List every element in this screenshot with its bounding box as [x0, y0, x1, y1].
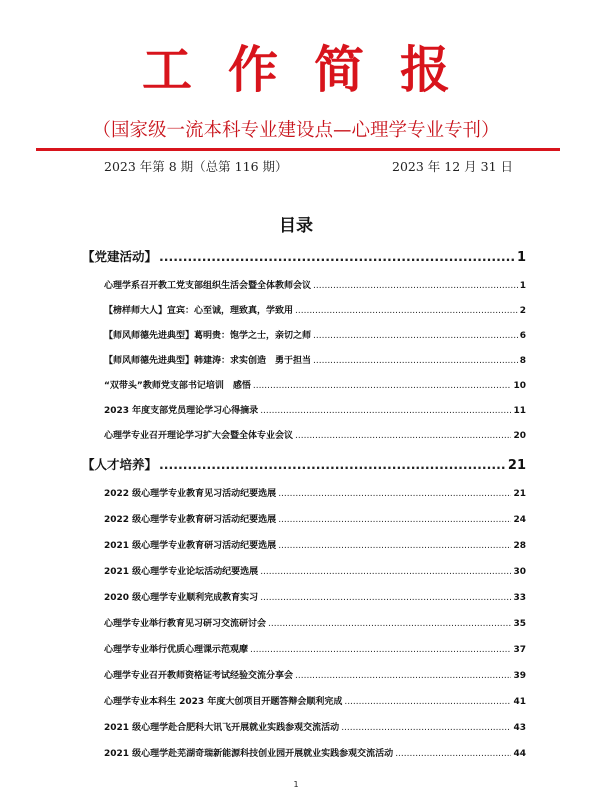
- toc-item[interactable]: [104, 430, 526, 443]
- toc-item-page: 37: [513, 645, 526, 655]
- toc-leader: [278, 514, 511, 527]
- toc-item-label: 2021 级心理学专业教育研习活动纪要选展: [104, 541, 277, 551]
- toc-item-label: 心理学专业召开教师资格证考试经验交流分享会: [104, 671, 294, 681]
- toc-item-label: 2021 级心理学赴芜湖奇瑞新能源科技创业园开展就业实践参观交流活动: [104, 749, 394, 759]
- toc-leader: [344, 696, 511, 709]
- toc-item-label: 2021 级心理学专业论坛活动纪要选展: [104, 567, 259, 577]
- toc-section-talent[interactable]: [82, 456, 526, 475]
- toc-item-label: 2020 级心理学专业顺利完成教育实习: [104, 593, 259, 603]
- masthead-title: 工作简报: [142, 40, 486, 99]
- toc-item-page: 8: [519, 356, 526, 366]
- toc-leader: [260, 566, 511, 579]
- toc-item-page: 41: [513, 697, 526, 707]
- toc-item-label: 【师风师德先进典型】韩建涛：求实创造 勇于担当: [104, 356, 312, 366]
- toc-item-page: 20: [513, 431, 526, 441]
- toc-item-page: 6: [519, 331, 526, 341]
- toc-item[interactable]: [104, 540, 526, 553]
- toc-item-label: 【师风师德先进典型】葛明贵：饱学之士，亲切之师: [104, 331, 312, 341]
- toc-leader: [313, 330, 518, 343]
- toc-leader: [250, 644, 511, 657]
- toc-item[interactable]: [104, 670, 526, 683]
- toc-item-page: 33: [513, 593, 526, 603]
- toc-leader: [295, 305, 518, 318]
- toc-item[interactable]: [104, 618, 526, 631]
- toc-item-label: 心理学系召开教工党支部组织生活会暨全体教师会议: [104, 281, 312, 291]
- toc-item-label: 2023 年度支部党员理论学习心得摘录: [104, 406, 259, 416]
- toc-item-page: 35: [513, 619, 526, 629]
- toc-item[interactable]: [104, 748, 526, 761]
- toc-item-label: 2022 级心理学专业教育研习活动纪要选展: [104, 515, 277, 525]
- toc-item[interactable]: [104, 488, 526, 501]
- toc-leader: [295, 430, 511, 443]
- issue-date: 2023 年 12 月 31 日: [392, 159, 513, 174]
- toc-section-party[interactable]: [82, 248, 526, 267]
- masthead-divider: [36, 148, 560, 151]
- toc-item-label: 心理学专业本科生 2023 年度大创项目开题答辩会顺利完成: [104, 697, 343, 707]
- toc-item-page: 28: [513, 541, 526, 551]
- toc-leader: [278, 488, 511, 501]
- toc-leader: [295, 670, 511, 683]
- toc-leader: [253, 380, 512, 393]
- toc-leader: [278, 540, 511, 553]
- toc-leader: [260, 592, 511, 605]
- toc-item[interactable]: [104, 280, 526, 293]
- toc-item[interactable]: [104, 330, 526, 343]
- toc-item-label: 心理学专业召开理论学习扩大会暨全体专业会议: [104, 431, 294, 441]
- toc-item-page: 44: [513, 749, 526, 759]
- toc-section-label: 【党建活动】: [82, 249, 158, 264]
- toc-item-page: 1: [519, 281, 526, 291]
- toc-item[interactable]: [104, 305, 526, 318]
- toc-leader: [159, 456, 506, 474]
- toc-item-page: 30: [513, 567, 526, 577]
- toc-leader: [313, 280, 518, 293]
- toc-item[interactable]: [104, 566, 526, 579]
- toc-item[interactable]: [104, 592, 526, 605]
- toc-item[interactable]: [104, 355, 526, 368]
- toc-item[interactable]: [104, 514, 526, 527]
- toc-leader: [313, 355, 518, 368]
- toc-item[interactable]: [104, 405, 526, 418]
- toc-item[interactable]: [104, 722, 526, 735]
- toc-section-label: 【人才培养】: [82, 457, 158, 472]
- toc-item-label: 心理学专业举行教育见习研习交流研讨会: [104, 619, 267, 629]
- toc-title: 目录: [279, 216, 313, 236]
- toc-item-page: 2: [519, 306, 526, 316]
- toc-item[interactable]: [104, 696, 526, 709]
- toc-item[interactable]: [104, 644, 526, 657]
- toc-leader: [268, 618, 511, 631]
- toc-item-page: 39: [513, 671, 526, 681]
- masthead-subtitle: （国家级一流本科专业建设点—心理学专业专刊）: [92, 120, 500, 141]
- issue-number: 2023 年第 8 期（总第 116 期）: [104, 159, 288, 174]
- toc-item-label: 心理学专业举行优质心理课示范观摩: [104, 645, 249, 655]
- toc-section-page: 21: [507, 458, 526, 473]
- toc-leader: [159, 248, 515, 266]
- toc-leader: [395, 748, 511, 761]
- toc-item-page: 24: [513, 515, 526, 525]
- toc-item-page: 11: [513, 406, 526, 416]
- page-number: 1: [293, 780, 299, 789]
- toc-section-page: 1: [516, 250, 526, 265]
- toc-item-page: 10: [513, 381, 526, 391]
- toc-item-label: 【榜样师大人】宣宾：心至诚，理致真，学致用: [104, 306, 294, 316]
- toc-leader: [260, 405, 511, 418]
- toc-item-label: “双带头”教师党支部书记培训 感悟: [104, 381, 251, 391]
- toc-item-page: 21: [513, 489, 526, 499]
- toc-leader: [341, 722, 511, 735]
- toc-item-label: 2022 级心理学专业教育见习活动纪要选展: [104, 489, 277, 499]
- toc-item-label: 2021 级心理学赴合肥科大讯飞开展就业实践参观交流活动: [104, 723, 340, 733]
- toc-item-page: 43: [513, 723, 526, 733]
- toc-item[interactable]: [104, 380, 526, 393]
